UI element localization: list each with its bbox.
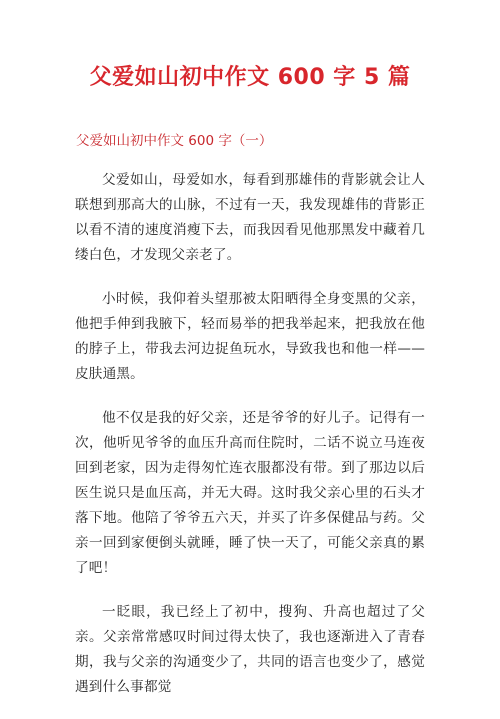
paragraph: 小时候，我仰着头望那被太阳晒得全身变黑的父亲，他把手伸到我腋下，轻而易举的把我举起来，把我放在他的脖子上，带我去河边捉鱼玩水，导致我也和他一样——皮肤通黑。 — [75, 291, 425, 382]
section-heading: 父爱如山初中作文 600 字（一） — [76, 133, 273, 149]
paragraph: 父爱如山，母爱如水，每看到那雄伟的背影就会让人联想到那高大的山脉，不过有一天，我发现雄伟的背影正以看不清的速度消瘦下去，而我因看见他那黑发中藏着几缕白色，才发现父亲老了。 — [75, 172, 425, 263]
document-title: 父爱如山初中作文 600 字 5 篇 — [89, 65, 411, 90]
paragraph: 他不仅是我的好父亲，还是爷爷的好儿子。记得有一次，他听见爷爷的血压升高而住院时，二话不说立马连夜回到老家，因为走得匆忙连衣服都没有带。到了那边以后医生说只是血压高，并无大碍。这时我父亲心里的石头才落下地。他陪了爷爷五六天，并买了许多保健品与药。父亲一回到家便倒头就睡，睡了快一天了，可能父亲真的累了吧！ — [75, 410, 425, 576]
article-body — [75, 168, 425, 719]
paragraph: 一眨眼，我已经上了初中，搜狗、升高也超过了父亲。父亲常常感叹时间过得太快了，我也逐渐进入了青春期，我与父亲的沟通变少了，共同的语言也变少了，感觉遇到什么事都觉 — [75, 604, 425, 695]
